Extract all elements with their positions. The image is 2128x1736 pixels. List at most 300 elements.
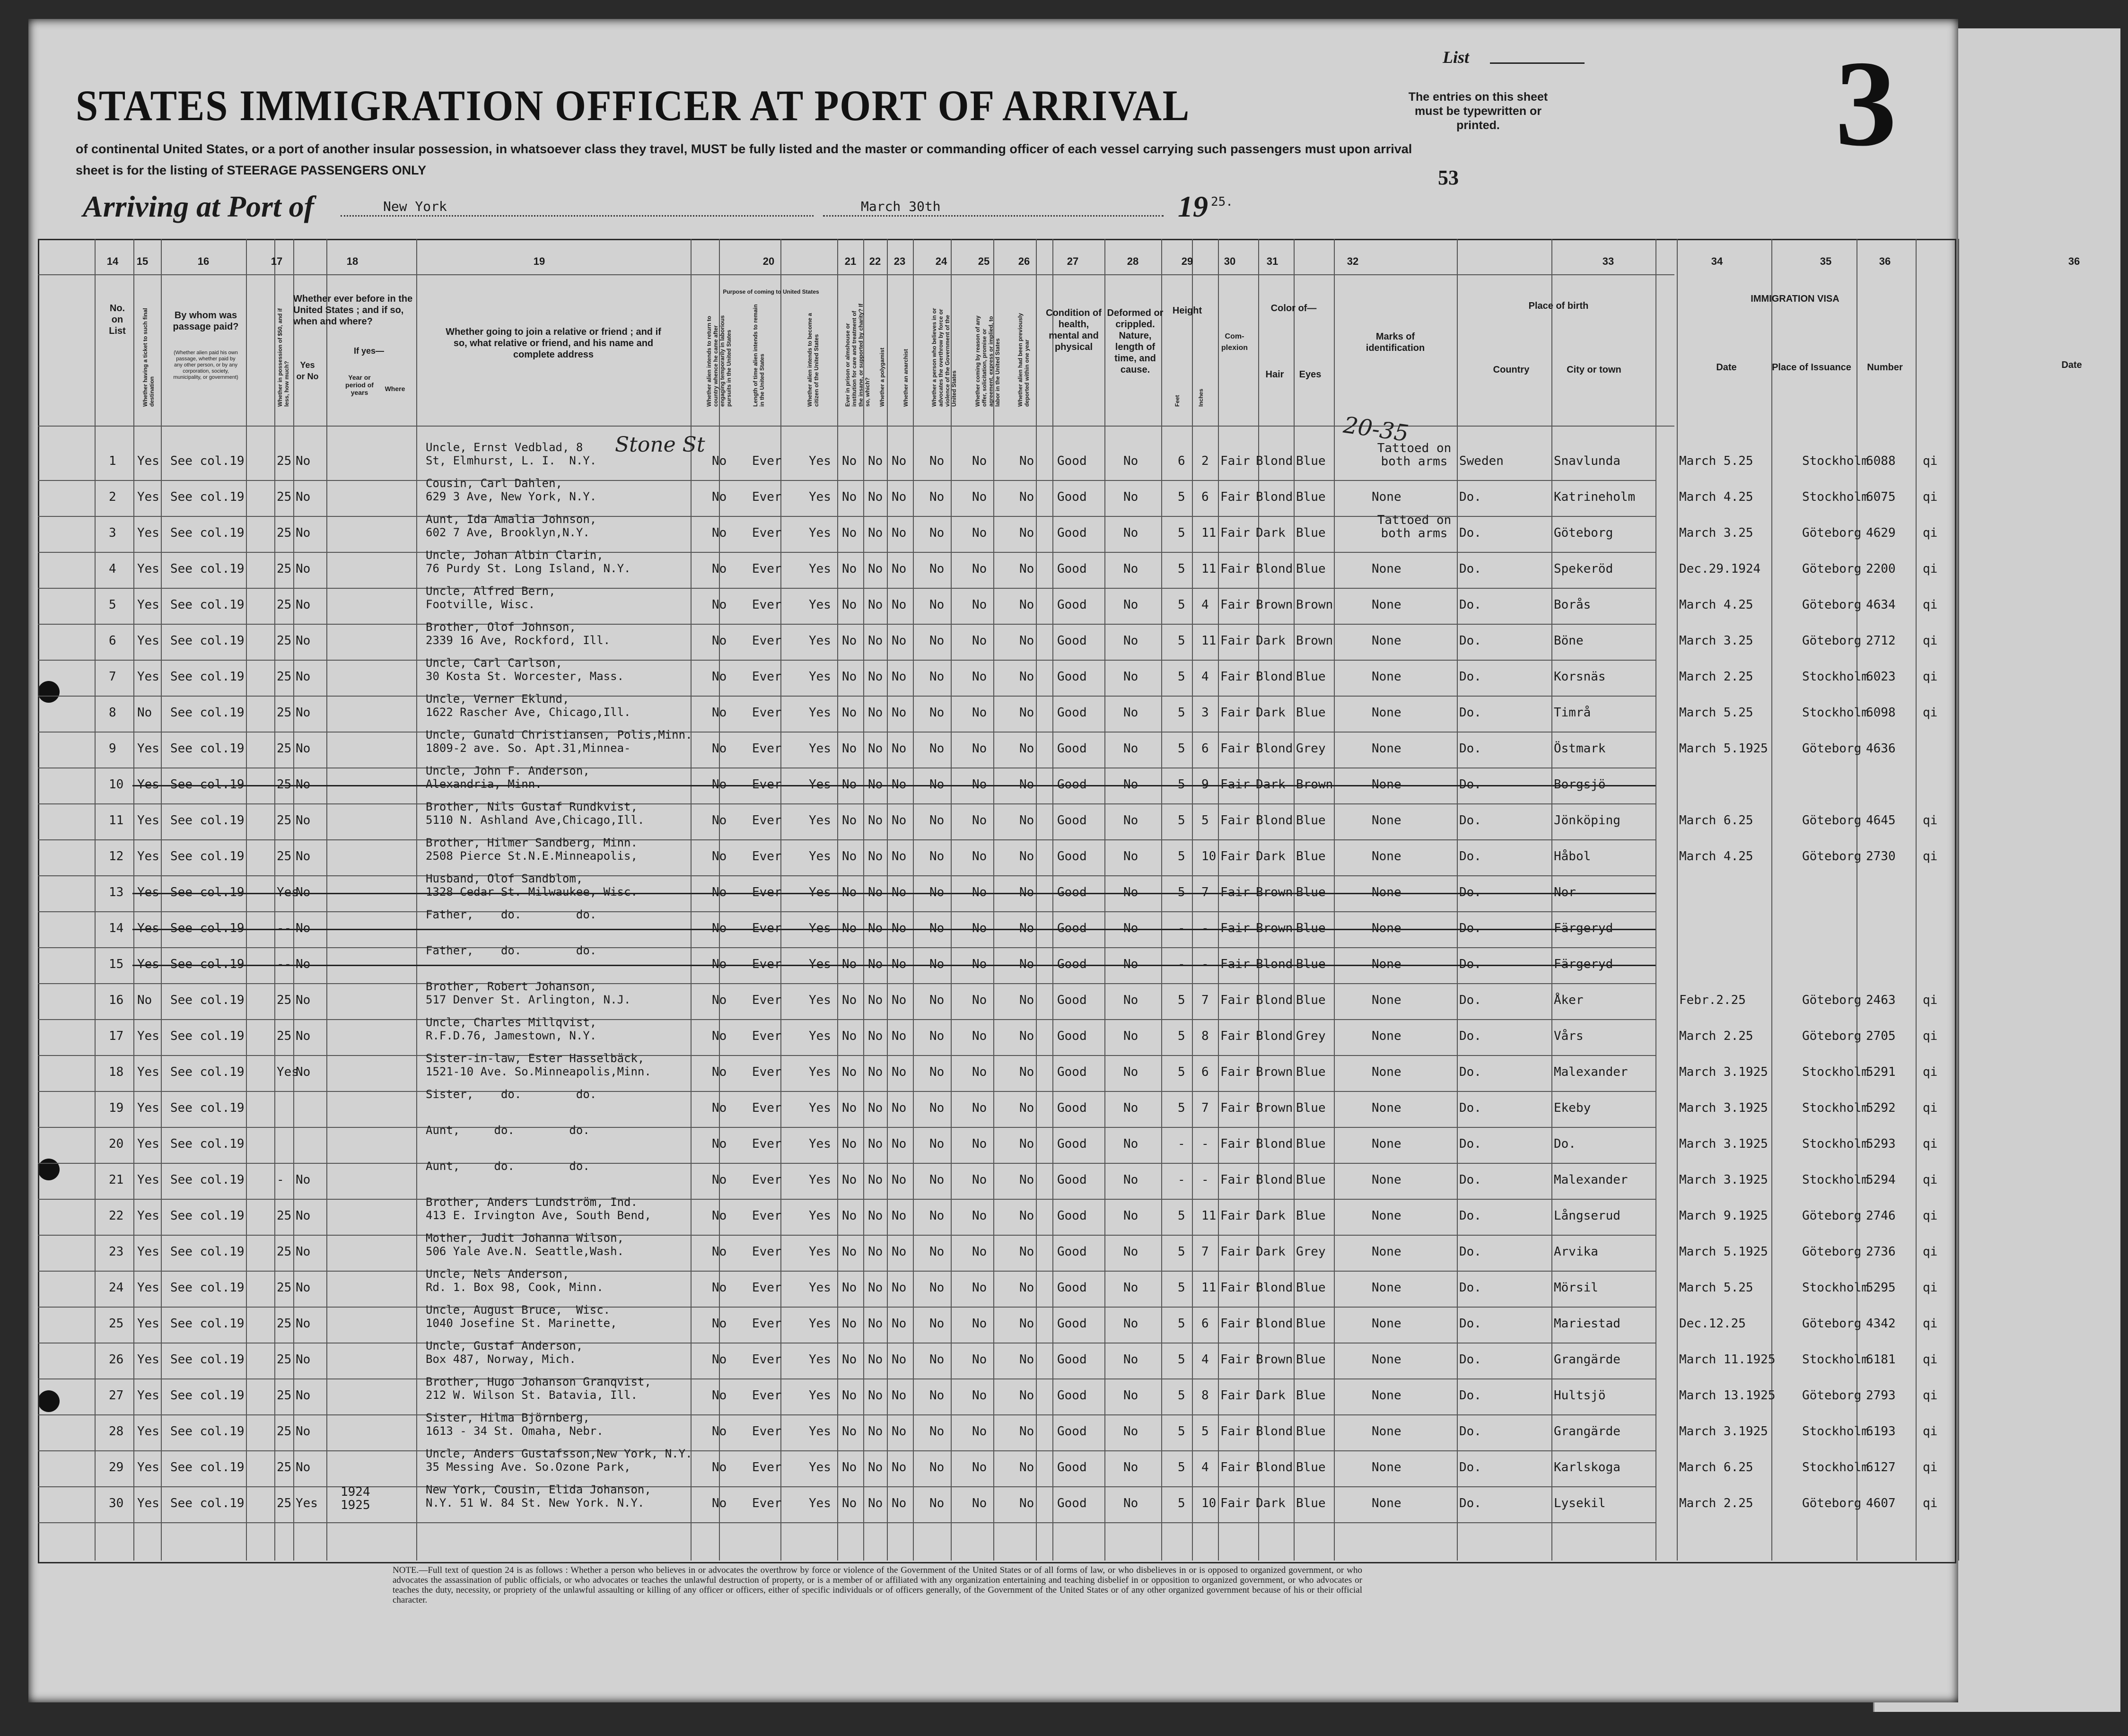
paid-by-value: See col.19 bbox=[170, 1029, 245, 1043]
instruction-line: sheet is for the listing of STEERAGE PASSENGERS ONLY bbox=[76, 163, 427, 177]
row-number: 6 bbox=[109, 634, 116, 648]
complexion-value: Fair bbox=[1220, 1424, 1250, 1439]
deported-value: No bbox=[1019, 1245, 1034, 1259]
country-value: Do. bbox=[1459, 1029, 1481, 1043]
table-row bbox=[0, 800, 2128, 840]
hair-value: Dark bbox=[1256, 1496, 1286, 1510]
hair-value: Brown bbox=[1256, 1352, 1293, 1367]
length-value: Ever bbox=[752, 1281, 782, 1295]
row-rule bbox=[38, 1522, 1655, 1523]
ticket-value: Yes bbox=[137, 813, 159, 828]
ticket-value: Yes bbox=[137, 1496, 159, 1510]
relative-name: Aunt, do. do. bbox=[426, 1124, 590, 1137]
prison-value: No bbox=[842, 454, 857, 468]
feet-value: 5 bbox=[1178, 777, 1185, 792]
overthrow-value: No bbox=[929, 526, 945, 540]
visa-date-value: March 2.25 bbox=[1679, 1496, 1753, 1510]
health-value: Good bbox=[1057, 1352, 1087, 1367]
eyes-value: Blue bbox=[1296, 849, 1326, 864]
offer-value: No bbox=[972, 1317, 987, 1331]
inches-value: 4 bbox=[1201, 1460, 1209, 1474]
length-value: Ever bbox=[752, 957, 782, 971]
feet-value: 5 bbox=[1178, 849, 1185, 864]
marks-value: None bbox=[1372, 1460, 1401, 1474]
row-number: 12 bbox=[109, 849, 124, 864]
marks-value: None bbox=[1372, 1137, 1401, 1151]
polygamist-value: No bbox=[868, 1173, 883, 1187]
ticket-value: Yes bbox=[137, 526, 159, 540]
paid-by-value: See col.19 bbox=[170, 885, 245, 899]
city-value: Malexander bbox=[1554, 1173, 1628, 1187]
visa-place-value: Stockholm bbox=[1802, 1173, 1869, 1187]
header-purpose-citizen: Whether alien intends to become a citizen of the United States bbox=[806, 313, 820, 407]
before-value: No bbox=[296, 1352, 311, 1367]
anarchist-value: No bbox=[892, 1029, 907, 1043]
relative-name: Cousin, Carl Dahlen, bbox=[426, 477, 562, 490]
before-value: No bbox=[296, 1065, 311, 1079]
country-value: Do. bbox=[1459, 1173, 1481, 1187]
marks-value: None bbox=[1372, 885, 1401, 899]
inches-value: 4 bbox=[1201, 1352, 1209, 1367]
anarchist-value: No bbox=[892, 885, 907, 899]
return-value: No bbox=[712, 1317, 727, 1331]
length-value: Ever bbox=[752, 526, 782, 540]
deported-value: No bbox=[1019, 957, 1034, 971]
complexion-value: Fair bbox=[1220, 777, 1250, 792]
inches-value: 7 bbox=[1201, 1101, 1209, 1115]
page-title: STATES IMMIGRATION OFFICER AT PORT OF ARRIVAL bbox=[76, 81, 1191, 130]
column-number: 28 bbox=[1127, 255, 1139, 267]
overthrow-value: No bbox=[929, 1245, 945, 1259]
paid-by-value: See col.19 bbox=[170, 993, 245, 1007]
header-visa-number: Number bbox=[1867, 362, 1903, 373]
marks-value: None bbox=[1372, 562, 1401, 576]
visa-place-value: Göteborg bbox=[1802, 1496, 1862, 1510]
health-value: Good bbox=[1057, 885, 1087, 899]
feet-value: 5 bbox=[1178, 742, 1185, 756]
relative-address: 1040 Josefine St. Marinette, bbox=[426, 1317, 617, 1330]
country-value: Do. bbox=[1459, 706, 1481, 720]
complexion-value: Fair bbox=[1220, 634, 1250, 648]
header-purpose-length: Length of time alien intends to remain in the United States bbox=[752, 304, 765, 407]
paid-by-value: See col.19 bbox=[170, 706, 245, 720]
column-number: 16 bbox=[197, 255, 210, 267]
visa-place-value: Göteborg bbox=[1802, 1388, 1862, 1403]
paid-by-value: See col.19 bbox=[170, 849, 245, 864]
before-value: No bbox=[296, 562, 311, 576]
relative-address: 1622 Rascher Ave, Chicago,Ill. bbox=[426, 706, 631, 719]
polygamist-value: No bbox=[868, 454, 883, 468]
prison-value: No bbox=[842, 849, 857, 864]
hair-value: Blond bbox=[1256, 1317, 1293, 1331]
visa-place-value: Stockholm bbox=[1802, 1460, 1869, 1474]
eyes-value: Blue bbox=[1296, 1173, 1326, 1187]
before-value: No bbox=[296, 1281, 311, 1295]
hair-value: Brown bbox=[1256, 598, 1293, 612]
visa-date-value: March 5.1925 bbox=[1679, 742, 1768, 756]
citizen-value: Yes bbox=[809, 777, 831, 792]
polygamist-value: No bbox=[868, 1317, 883, 1331]
eyes-value: Blue bbox=[1296, 526, 1326, 540]
visa-place-value: Göteborg bbox=[1802, 562, 1862, 576]
relative-name: Brother, Robert Johanson, bbox=[426, 980, 597, 993]
header-eyes: Eyes bbox=[1299, 369, 1322, 380]
year-value: 1925 bbox=[341, 1498, 370, 1512]
complexion-value: Fair bbox=[1220, 813, 1250, 828]
anarchist-value: No bbox=[892, 1317, 907, 1331]
money-value: 25 bbox=[277, 742, 292, 756]
deported-value: No bbox=[1019, 1496, 1034, 1510]
ticket-value: Yes bbox=[137, 1317, 159, 1331]
feet-value: 5 bbox=[1178, 1388, 1185, 1403]
length-value: Ever bbox=[752, 1101, 782, 1115]
relative-name: Brother, Hugo Johanson Granqvist, bbox=[426, 1375, 651, 1388]
table-row bbox=[0, 944, 2128, 984]
table-row bbox=[0, 1303, 2128, 1343]
feet-value: 5 bbox=[1178, 706, 1185, 720]
marks-value: None bbox=[1372, 813, 1401, 828]
ticket-value: No bbox=[137, 993, 152, 1007]
length-value: Ever bbox=[752, 1065, 782, 1079]
header-where: Where bbox=[385, 385, 405, 393]
row-number: 21 bbox=[109, 1173, 124, 1187]
health-value: Good bbox=[1057, 849, 1087, 864]
row-number: 28 bbox=[109, 1424, 124, 1439]
inches-value: 6 bbox=[1201, 742, 1209, 756]
offer-value: No bbox=[972, 1496, 987, 1510]
complexion-value: Fair bbox=[1220, 1101, 1250, 1115]
offer-value: No bbox=[972, 957, 987, 971]
table-row bbox=[0, 980, 2128, 1020]
complexion-value: Fair bbox=[1220, 921, 1250, 935]
hair-value: Brown bbox=[1256, 1101, 1293, 1115]
return-value: No bbox=[712, 1101, 727, 1115]
visa-number-value: 6127 bbox=[1866, 1460, 1896, 1474]
visa-number-value: 4607 bbox=[1866, 1496, 1896, 1510]
inches-value: 4 bbox=[1201, 670, 1209, 684]
citizen-value: Yes bbox=[809, 1245, 831, 1259]
visa-place-value: Göteborg bbox=[1802, 993, 1862, 1007]
length-value: Ever bbox=[752, 813, 782, 828]
complexion-value: Fair bbox=[1220, 1209, 1250, 1223]
marks-value: None bbox=[1372, 849, 1401, 864]
visa-place-value: Stockholm bbox=[1802, 670, 1869, 684]
marks-value: None bbox=[1372, 921, 1401, 935]
prison-value: No bbox=[842, 706, 857, 720]
feet-value: - bbox=[1178, 1173, 1185, 1187]
relative-address: R.F.D.76, Jamestown, N.Y. bbox=[426, 1029, 597, 1042]
table-row bbox=[0, 1339, 2128, 1379]
relative-name: Aunt, Ida Amalia Johnson, bbox=[426, 513, 597, 526]
marks-value: None bbox=[1372, 706, 1401, 720]
health-value: Good bbox=[1057, 1065, 1087, 1079]
length-value: Ever bbox=[752, 1029, 782, 1043]
prison-value: No bbox=[842, 1281, 857, 1295]
header-anarchist: Whether an anarchist bbox=[902, 349, 909, 407]
anarchist-value: No bbox=[892, 1137, 907, 1151]
eyes-value: Blue bbox=[1296, 1281, 1326, 1295]
relative-address: 212 W. Wilson St. Batavia, Ill. bbox=[426, 1388, 638, 1402]
polygamist-value: No bbox=[868, 670, 883, 684]
anarchist-value: No bbox=[892, 849, 907, 864]
eyes-value: Brown bbox=[1296, 598, 1333, 612]
polygamist-value: No bbox=[868, 1101, 883, 1115]
marks-value: Tattoed on both arms bbox=[1377, 441, 1452, 469]
overthrow-value: No bbox=[929, 742, 945, 756]
country-value: Do. bbox=[1459, 813, 1481, 828]
deported-value: No bbox=[1019, 1388, 1034, 1403]
relative-name: Uncle, Verner Eklund, bbox=[426, 692, 569, 706]
country-value: Do. bbox=[1459, 1137, 1481, 1151]
city-value: Timrå bbox=[1554, 706, 1591, 720]
length-value: Ever bbox=[752, 562, 782, 576]
country-value: Do. bbox=[1459, 921, 1481, 935]
complexion-value: Fair bbox=[1220, 1460, 1250, 1474]
relative-name: Brother, Anders Lundström, Ind. bbox=[426, 1195, 638, 1209]
length-value: Ever bbox=[752, 706, 782, 720]
qi-value: qi bbox=[1923, 634, 1938, 648]
deformed-value: No bbox=[1123, 1496, 1138, 1510]
marks-value: None bbox=[1372, 1029, 1401, 1043]
inches-value: 11 bbox=[1201, 1209, 1217, 1223]
header-place-of-birth: Place of birth bbox=[1528, 301, 1589, 311]
handwritten-street: Stone St bbox=[615, 433, 705, 457]
hair-value: Blond bbox=[1256, 454, 1293, 468]
money-value: 25 bbox=[277, 1029, 292, 1043]
paid-by-value: See col.19 bbox=[170, 921, 245, 935]
offer-value: No bbox=[972, 1137, 987, 1151]
paid-by-value: See col.19 bbox=[170, 777, 245, 792]
paid-by-value: See col.19 bbox=[170, 562, 245, 576]
header-height: Height bbox=[1172, 305, 1202, 316]
row-number: 22 bbox=[109, 1209, 124, 1223]
column-number: 23 bbox=[893, 255, 906, 267]
length-value: Ever bbox=[752, 1388, 782, 1403]
relative-address: 1328 Cedar St. Milwaukee, Wisc. bbox=[426, 885, 638, 899]
country-value: Do. bbox=[1459, 957, 1481, 971]
eyes-value: Blue bbox=[1296, 921, 1326, 935]
hair-value: Dark bbox=[1256, 706, 1286, 720]
feet-value: 5 bbox=[1178, 562, 1185, 576]
city-value: Jönköping bbox=[1554, 813, 1620, 828]
inches-value: 11 bbox=[1201, 562, 1217, 576]
overthrow-value: No bbox=[929, 562, 945, 576]
date-value: March 30th bbox=[861, 199, 941, 214]
polygamist-value: No bbox=[868, 777, 883, 792]
relative-name: Aunt, do. do. bbox=[426, 1160, 590, 1173]
eyes-value: Blue bbox=[1296, 1388, 1326, 1403]
strike-through-line bbox=[132, 929, 1655, 930]
eyes-value: Grey bbox=[1296, 1245, 1326, 1259]
prison-value: No bbox=[842, 1029, 857, 1043]
header-rule bbox=[38, 274, 1674, 275]
health-value: Good bbox=[1057, 1496, 1087, 1510]
deported-value: No bbox=[1019, 742, 1034, 756]
complexion-value: Fair bbox=[1220, 670, 1250, 684]
overthrow-value: No bbox=[929, 670, 945, 684]
overthrow-value: No bbox=[929, 885, 945, 899]
money-value: 25 bbox=[277, 813, 292, 828]
relative-name: Father, do. do. bbox=[426, 944, 597, 957]
paid-by-value: See col.19 bbox=[170, 957, 245, 971]
polygamist-value: No bbox=[868, 706, 883, 720]
hair-value: Blond bbox=[1256, 1173, 1293, 1187]
paid-by-value: See col.19 bbox=[170, 1281, 245, 1295]
city-value: Katrineholm bbox=[1554, 490, 1636, 504]
length-value: Ever bbox=[752, 1352, 782, 1367]
relative-address: 5110 N. Ashland Ave,Chicago,Ill. bbox=[426, 813, 645, 827]
visa-number-value: 4634 bbox=[1866, 598, 1896, 612]
column-number: 14 bbox=[106, 255, 119, 267]
deformed-value: No bbox=[1123, 813, 1138, 828]
return-value: No bbox=[712, 1209, 727, 1223]
city-value: Grangärde bbox=[1554, 1424, 1620, 1439]
ticket-value: Yes bbox=[137, 670, 159, 684]
deported-value: No bbox=[1019, 885, 1034, 899]
marks-value: None bbox=[1372, 993, 1401, 1007]
inches-value: 7 bbox=[1201, 885, 1209, 899]
prison-value: No bbox=[842, 1388, 857, 1403]
deported-value: No bbox=[1019, 1281, 1034, 1295]
citizen-value: Yes bbox=[809, 1065, 831, 1079]
length-value: Ever bbox=[752, 849, 782, 864]
health-value: Good bbox=[1057, 777, 1087, 792]
overthrow-value: No bbox=[929, 921, 945, 935]
relative-name: Uncle, Anders Gustafsson,New York, N.Y. bbox=[426, 1447, 692, 1460]
citizen-value: Yes bbox=[809, 1137, 831, 1151]
before-value: No bbox=[296, 1388, 311, 1403]
money-value: Yes bbox=[277, 885, 299, 899]
money-value: 25 bbox=[277, 562, 292, 576]
overthrow-value: No bbox=[929, 454, 945, 468]
visa-place-value: Göteborg bbox=[1802, 849, 1862, 864]
table-row bbox=[0, 692, 2128, 732]
complexion-value: Fair bbox=[1220, 1245, 1250, 1259]
before-value: No bbox=[296, 1029, 311, 1043]
polygamist-value: No bbox=[868, 634, 883, 648]
health-value: Good bbox=[1057, 1317, 1087, 1331]
relative-address: 629 3 Ave, New York, N.Y. bbox=[426, 490, 597, 503]
citizen-value: Yes bbox=[809, 921, 831, 935]
hair-value: Blond bbox=[1256, 562, 1293, 576]
country-value: Sweden bbox=[1459, 454, 1504, 468]
citizen-value: Yes bbox=[809, 598, 831, 612]
marks-value: None bbox=[1372, 1496, 1401, 1510]
visa-number-value: 6098 bbox=[1866, 706, 1896, 720]
overthrow-value: No bbox=[929, 634, 945, 648]
polygamist-value: No bbox=[868, 1496, 883, 1510]
offer-value: No bbox=[972, 1173, 987, 1187]
header-visa: IMMIGRATION VISA bbox=[1751, 294, 1839, 304]
visa-date-value: March 3.1925 bbox=[1679, 1424, 1768, 1439]
deported-value: No bbox=[1019, 634, 1034, 648]
feet-value: 5 bbox=[1178, 1424, 1185, 1439]
return-value: No bbox=[712, 1281, 727, 1295]
health-value: Good bbox=[1057, 562, 1087, 576]
marks-value: None bbox=[1372, 1101, 1401, 1115]
country-value: Do. bbox=[1459, 742, 1481, 756]
relative-name: Mother, Judit Johanna Wilson, bbox=[426, 1231, 624, 1245]
row-number: 7 bbox=[109, 670, 116, 684]
prison-value: No bbox=[842, 957, 857, 971]
complexion-value: Fair bbox=[1220, 849, 1250, 864]
strike-through-line bbox=[132, 965, 1655, 966]
row-number: 25 bbox=[109, 1317, 124, 1331]
paid-by-value: See col.19 bbox=[170, 1209, 245, 1223]
return-value: No bbox=[712, 490, 727, 504]
before-value: No bbox=[296, 742, 311, 756]
paid-by-value: See col.19 bbox=[170, 1460, 245, 1474]
deformed-value: No bbox=[1123, 526, 1138, 540]
hair-value: Blond bbox=[1256, 742, 1293, 756]
length-value: Ever bbox=[752, 885, 782, 899]
overthrow-value: No bbox=[929, 813, 945, 828]
hair-value: Blond bbox=[1256, 1137, 1293, 1151]
relative-address: 35 Messing Ave. So.Ozone Park, bbox=[426, 1460, 631, 1474]
complexion-value: Fair bbox=[1220, 993, 1250, 1007]
overthrow-value: No bbox=[929, 490, 945, 504]
sheet-number: 53 bbox=[1438, 166, 1459, 189]
table-row bbox=[0, 1124, 2128, 1163]
return-value: No bbox=[712, 1424, 727, 1439]
offer-value: No bbox=[972, 1101, 987, 1115]
qi-value: qi bbox=[1923, 562, 1938, 576]
row-number: 17 bbox=[109, 1029, 124, 1043]
money-value: - bbox=[277, 1173, 284, 1187]
return-value: No bbox=[712, 1352, 727, 1367]
complexion-value: Fair bbox=[1220, 562, 1250, 576]
prison-value: No bbox=[842, 1065, 857, 1079]
health-value: Good bbox=[1057, 1137, 1087, 1151]
list-number-line bbox=[1490, 62, 1585, 64]
visa-date-value: Dec.12.25 bbox=[1679, 1317, 1746, 1331]
header-join-relative: Whether going to join a relative or friend ; and if so, what relative or friend, and his name and complete address bbox=[446, 327, 661, 360]
offer-value: No bbox=[972, 526, 987, 540]
health-value: Good bbox=[1057, 454, 1087, 468]
qi-value: qi bbox=[1923, 1173, 1938, 1187]
deported-value: No bbox=[1019, 1029, 1034, 1043]
anarchist-value: No bbox=[892, 1281, 907, 1295]
complexion-value: Fair bbox=[1220, 742, 1250, 756]
deported-value: No bbox=[1019, 562, 1034, 576]
eyes-value: Blue bbox=[1296, 993, 1326, 1007]
marks-value: None bbox=[1372, 1281, 1401, 1295]
deformed-value: No bbox=[1123, 742, 1138, 756]
marks-value: None bbox=[1372, 1173, 1401, 1187]
ticket-value: Yes bbox=[137, 1245, 159, 1259]
qi-value: qi bbox=[1923, 849, 1938, 864]
visa-place-value: Stockholm bbox=[1802, 490, 1869, 504]
relative-name: Uncle, August Bruce, Wisc. bbox=[426, 1303, 611, 1317]
prison-value: No bbox=[842, 742, 857, 756]
deformed-value: No bbox=[1123, 1281, 1138, 1295]
citizen-value: Yes bbox=[809, 634, 831, 648]
deported-value: No bbox=[1019, 1065, 1034, 1079]
column-number: 26 bbox=[1018, 255, 1030, 267]
visa-place-value: Stockholm bbox=[1802, 1424, 1869, 1439]
overthrow-value: No bbox=[929, 1029, 945, 1043]
before-value: No bbox=[296, 777, 311, 792]
qi-value: qi bbox=[1923, 1460, 1938, 1474]
table-row bbox=[0, 728, 2128, 768]
inches-value: 5 bbox=[1201, 1424, 1209, 1439]
complexion-value: Fair bbox=[1220, 1317, 1250, 1331]
money-value: 25 bbox=[277, 1460, 292, 1474]
before-value: No bbox=[296, 634, 311, 648]
length-value: Ever bbox=[752, 777, 782, 792]
ticket-value: Yes bbox=[137, 1101, 159, 1115]
return-value: No bbox=[712, 1137, 727, 1151]
